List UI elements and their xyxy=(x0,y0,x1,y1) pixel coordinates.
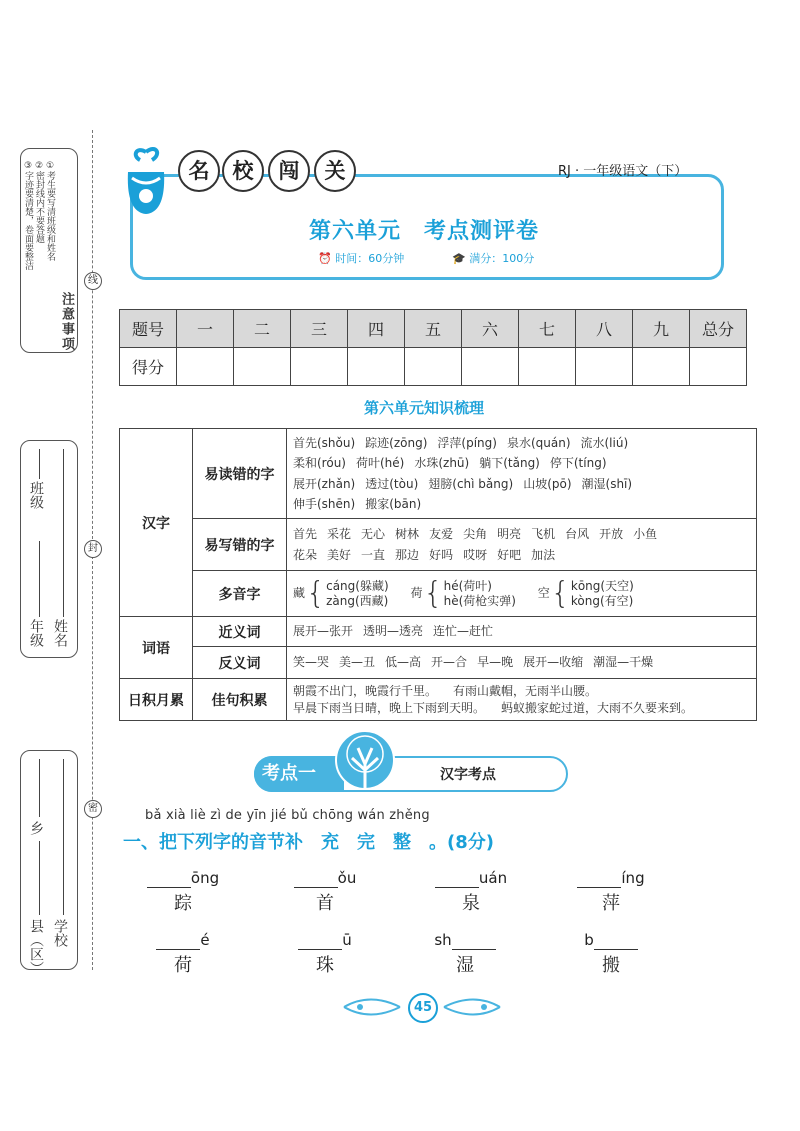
synonym-label: 近义词 xyxy=(193,617,287,647)
poly-reading: hé(荷叶) xyxy=(443,578,492,593)
score-cell[interactable] xyxy=(690,348,747,386)
pinyin-prefix: b xyxy=(584,931,594,949)
answer-blank[interactable] xyxy=(435,873,479,888)
fill-item xyxy=(128,930,238,977)
hanzi: 珠 xyxy=(316,955,334,976)
hanzi: 萍 xyxy=(602,893,620,914)
word: 飞机 xyxy=(531,527,556,541)
grade-line xyxy=(39,541,40,617)
fill-item xyxy=(270,868,380,915)
answer-blank[interactable] xyxy=(452,935,496,950)
word: 哎呀 xyxy=(463,547,488,562)
clock-icon: ⏰ xyxy=(318,252,332,265)
word: 美—丑 xyxy=(339,655,376,670)
word: 开—合 xyxy=(431,655,468,670)
brace-icon: { xyxy=(306,575,326,611)
word: 首先(shǒu) xyxy=(293,435,356,450)
county-label: 县（区） xyxy=(28,919,44,975)
word: 躺下(tǎng) xyxy=(479,456,540,470)
poly-reading: hè(荷枪实弹) xyxy=(443,593,516,608)
word: 展开(zhǎn) xyxy=(293,476,356,491)
hanzi: 湿 xyxy=(456,955,474,976)
tree-icon xyxy=(330,730,400,794)
school-label: 学校 xyxy=(52,919,68,947)
section-name: 汉字考点 xyxy=(440,767,496,783)
polyphone-item xyxy=(410,575,516,611)
word: 透过(tòu) xyxy=(365,476,419,491)
hanzi: 搬 xyxy=(602,955,620,976)
answer-blank[interactable] xyxy=(156,935,200,950)
fill-item xyxy=(410,930,520,977)
logo-char: 闯 xyxy=(268,150,310,192)
word: 搬家(bān) xyxy=(365,497,422,511)
word: 潮湿(shī) xyxy=(581,476,633,491)
logo-char: 校 xyxy=(222,150,264,192)
score-header-cell: 四 xyxy=(348,310,405,348)
score-cell[interactable] xyxy=(462,348,519,386)
score-header-cell: 六 xyxy=(462,310,519,348)
notice-item: ②密封线内不要答题 xyxy=(34,161,44,243)
word: 山坡(pō) xyxy=(523,476,572,491)
knowledge-title: 第六单元知识梳理 xyxy=(363,399,484,417)
class-info-box xyxy=(20,440,78,658)
answer-blank[interactable] xyxy=(298,935,342,950)
word: 低—高 xyxy=(385,655,422,670)
time-label: 时间：60分钟 xyxy=(335,252,405,265)
pinyin-suffix: ǒu xyxy=(337,869,357,887)
poly-reading: kōng(天空) xyxy=(570,578,634,593)
answer-blank[interactable] xyxy=(594,935,638,950)
seal-mark: 线 xyxy=(84,272,102,290)
pinyin-suffix: íng xyxy=(621,869,645,887)
sentence-label: 佳句积累 xyxy=(193,679,287,721)
pinyin-suffix: ū xyxy=(342,931,352,949)
word: 好吧 xyxy=(497,547,522,562)
poly-char: 藏 xyxy=(293,586,306,601)
word: 伸手(shēn) xyxy=(293,497,356,511)
score-cell[interactable] xyxy=(519,348,576,386)
class-label: 班级 xyxy=(28,481,44,509)
poly-char: 荷 xyxy=(410,586,423,601)
school-info-box xyxy=(20,750,78,975)
word: 友爱 xyxy=(429,527,454,541)
easy-write-label: 易写错的字 xyxy=(193,519,287,571)
word: 荷叶(hé) xyxy=(355,456,405,470)
graduation-cap-icon: 🎓 xyxy=(452,252,466,265)
time-info xyxy=(318,250,404,266)
answer-blank[interactable] xyxy=(577,873,621,888)
pot-plant-logo-icon xyxy=(118,142,174,218)
score-header-cell: 一 xyxy=(177,310,234,348)
word: 浮萍(píng) xyxy=(437,435,497,450)
word: 台风 xyxy=(565,527,590,541)
town-line[interactable] xyxy=(39,759,40,817)
word: 潮湿—干燥 xyxy=(593,655,654,670)
word: 柔和(róu) xyxy=(293,456,346,470)
word: 一直 xyxy=(361,547,386,562)
notice-box xyxy=(20,148,78,353)
word: 展开—张开 xyxy=(293,624,354,639)
word: 加法 xyxy=(531,547,556,562)
polyphone-label: 多音字 xyxy=(193,571,287,617)
word: 透明—透亮 xyxy=(363,624,424,639)
poly-reading: cáng(躲藏) xyxy=(326,578,389,593)
full-score-label: 满分：100分 xyxy=(469,252,535,265)
score-info xyxy=(452,250,534,266)
brace-icon: { xyxy=(423,575,443,611)
score-cell[interactable] xyxy=(291,348,348,386)
score-cell[interactable] xyxy=(234,348,291,386)
score-cell[interactable] xyxy=(405,348,462,386)
easy-write-list xyxy=(287,519,757,571)
question-pinyin: bǎ xià liè zì de yīn jié bǔ chōng wán zhěng xyxy=(145,808,430,823)
word: 连忙—赶忙 xyxy=(433,624,494,639)
brace-icon: { xyxy=(550,575,570,611)
score-header-cell: 五 xyxy=(405,310,462,348)
word: 无心 xyxy=(361,527,386,541)
score-cell[interactable] xyxy=(633,348,690,386)
logo-char: 关 xyxy=(314,150,356,192)
sentence: 蚂蚁搬家蛇过道，大雨不久要来到。 xyxy=(501,700,694,715)
sentence: 朝霞不出门，晚霞行千里。 xyxy=(293,683,432,698)
answer-blank[interactable] xyxy=(147,873,191,888)
score-cell[interactable] xyxy=(348,348,405,386)
fill-item xyxy=(416,868,526,915)
category-hanzi: 汉字 xyxy=(120,429,193,617)
name-line[interactable] xyxy=(63,449,64,617)
word: 采花 xyxy=(327,527,352,541)
word: 早—晚 xyxy=(477,655,514,670)
word: 花朵 xyxy=(293,547,318,562)
score-header-cell: 二 xyxy=(234,310,291,348)
synonym-list xyxy=(287,617,757,647)
county-line[interactable] xyxy=(39,841,40,915)
word: 停下(tíng) xyxy=(549,456,607,470)
antonym-list xyxy=(287,647,757,679)
seal-mark: 密 xyxy=(84,800,102,818)
sentence-list xyxy=(287,679,757,721)
word: 尖角 xyxy=(463,527,488,541)
hanzi: 踪 xyxy=(174,893,192,914)
notice-item: ①考生要写清班级和姓名 xyxy=(45,161,55,261)
easy-read-label: 易读错的字 xyxy=(193,429,287,519)
pinyin-prefix: sh xyxy=(434,931,452,949)
hanzi: 荷 xyxy=(174,955,192,976)
pinyin-suffix: é xyxy=(200,931,210,949)
hanzi: 泉 xyxy=(462,893,480,914)
page-number: 45 xyxy=(408,993,438,1023)
hanzi: 首 xyxy=(316,893,334,914)
page-title: 第六单元 考点测评卷 xyxy=(308,218,539,244)
score-header-cell: 总分 xyxy=(690,310,747,348)
word: 踪迹(zōng) xyxy=(365,435,428,450)
word: 树林 xyxy=(395,527,420,541)
fill-item xyxy=(128,868,238,915)
category-words: 词语 xyxy=(120,617,193,679)
word: 开放 xyxy=(599,527,624,541)
score-table xyxy=(119,309,747,386)
question-title: 一、把下列字的音节补 充 完 整 。(8分) xyxy=(123,832,494,853)
word: 水珠(zhū) xyxy=(414,456,470,470)
word: 好吗 xyxy=(429,547,454,562)
poly-reading: zàng(西藏) xyxy=(326,593,389,608)
score-header-cell: 九 xyxy=(633,310,690,348)
knowledge-table xyxy=(119,428,757,721)
seal-mark: 封 xyxy=(84,540,102,558)
word: 笑—哭 xyxy=(293,655,330,670)
fill-item xyxy=(556,868,666,915)
score-header-cell: 七 xyxy=(519,310,576,348)
logo-char: 名 xyxy=(178,150,220,192)
polyphone-list xyxy=(287,571,757,617)
score-row-label: 得分 xyxy=(120,348,177,386)
fill-item xyxy=(556,930,666,977)
word: 那边 xyxy=(395,547,420,562)
word: 展开—收缩 xyxy=(523,655,584,670)
word: 美好 xyxy=(327,547,352,562)
word: 流水(liú) xyxy=(580,435,629,450)
antonym-label: 反义词 xyxy=(193,647,287,679)
word: 泉水(quán) xyxy=(506,435,571,450)
polyphone-item xyxy=(537,575,634,611)
word: 翅膀(chì bǎng) xyxy=(428,476,514,491)
poly-char: 空 xyxy=(537,586,550,601)
score-header-cell: 三 xyxy=(291,310,348,348)
sentence: 有雨山戴帽，无雨半山腰。 xyxy=(453,683,598,698)
easy-read-list xyxy=(287,429,757,519)
sentence: 早晨下雨当日晴，晚上下雨到天明。 xyxy=(293,700,480,715)
score-cell[interactable] xyxy=(576,348,633,386)
section-badge: 考点一 xyxy=(254,756,344,792)
pinyin-suffix: uán xyxy=(478,869,508,887)
class-line xyxy=(39,449,40,479)
name-label: 姓名 xyxy=(52,619,68,647)
school-line[interactable] xyxy=(63,759,64,915)
town-label: 乡 xyxy=(28,821,44,835)
pinyin-suffix: ōng xyxy=(190,869,220,887)
fill-item xyxy=(270,930,380,977)
word: 首先 xyxy=(293,527,318,541)
polyphone-item xyxy=(293,575,389,611)
category-daily: 日积月累 xyxy=(120,679,193,721)
notice-item: ③字迹要清楚，卷面要整洁 xyxy=(23,161,33,270)
answer-blank[interactable] xyxy=(294,873,338,888)
word: 小鱼 xyxy=(633,527,658,541)
score-cell[interactable] xyxy=(177,348,234,386)
notice-label: 注意事项 xyxy=(59,292,74,352)
poly-reading: kòng(有空) xyxy=(570,593,634,608)
grade-label: 年级 xyxy=(28,619,44,647)
score-header-cell: 八 xyxy=(576,310,633,348)
subject-label: RJ · 一年级语文（下） xyxy=(558,164,688,179)
score-header-cell: 题号 xyxy=(120,310,177,348)
word: 明亮 xyxy=(497,527,522,541)
